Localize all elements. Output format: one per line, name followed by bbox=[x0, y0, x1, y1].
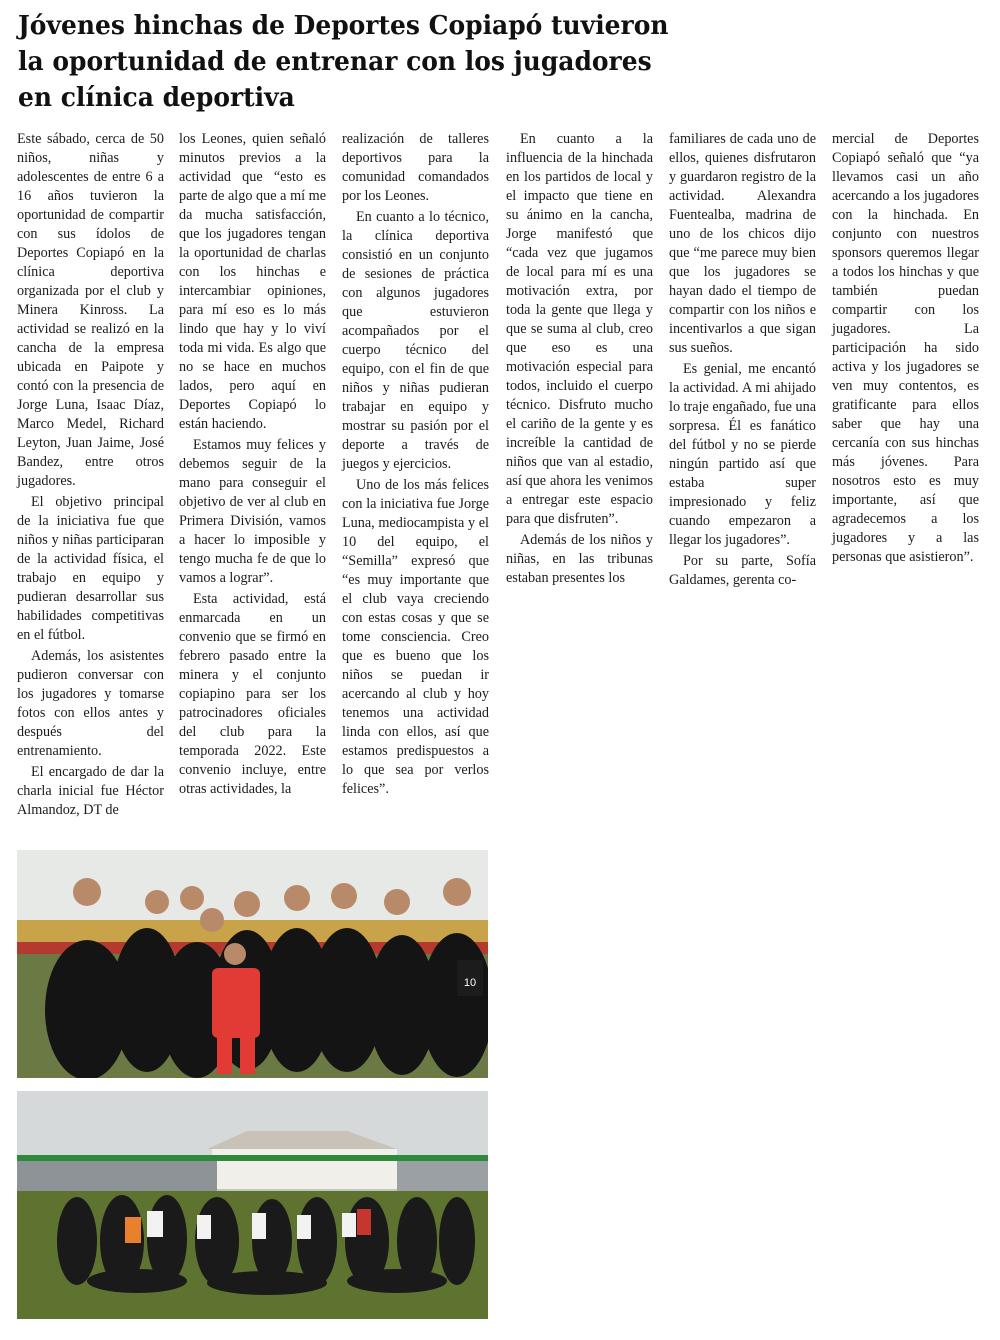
paragraph: Esta actividad, está enmarcada en un convenio que se firmó en febrero pasado entre la minera y el conjunto copiapino para ser los patrocinadores oficiales del club para la temporada 2022. Este convenio incluye, entre otras actividades, la bbox=[179, 591, 326, 797]
paragraph: Uno de los más felices con la iniciativa fue Jorge Luna, mediocampista y el 10 del equipo, el “Semilla” expresó que “es muy importante que el club vaya creciendo con estas cosas y que se tome consciencia. Creo que es bueno que los niños se puedan ir acercando al club y hoy tenemos una actividad linda con ellos, así que estamos predispuestos a lo que sea por verlos felices”. bbox=[342, 477, 489, 797]
article-column-3 bbox=[342, 130, 489, 799]
paragraph: El encargado de dar la charla inicial fue Héctor Almandoz, DT de bbox=[17, 764, 164, 818]
paragraph: En cuanto a lo técnico, la clínica deportiva consistió en un conjunto de sesiones de práctica con algunos jugadores que estuvieron acompañados por el cuerpo técnico del equipo, con el fin de que niños y niñas pudieran trabajar en equipo y mostrar su pasión por el deporte a través de juegos y ejercicios. bbox=[342, 209, 489, 472]
article-column-1 bbox=[17, 130, 164, 820]
photo-players-illustration bbox=[17, 850, 488, 1078]
paragraph: Es genial, me encantó la actividad. A mi ahijado lo traje engañado, fue una sorpresa. Él es fanático del fútbol y no se pierde ningún partido así que estaba super impresionado y feliz cuando empezaron a llegar los jugadores”. bbox=[669, 361, 816, 548]
article-column-5 bbox=[669, 130, 816, 590]
paragraph: Estamos muy felices y debemos seguir de la mano para conseguir el objetivo de ver al club en Primera División, vamos a hacer lo imposible y tengo mucha fe de que lo vamos a lograr”. bbox=[179, 437, 326, 586]
paragraph: El objetivo principal de la iniciativa fue que niños y niñas participaran de la actividad física, el trabajo en equipo y pudieran desarrollar sus habilidades competitivas en el fútbol. bbox=[17, 494, 164, 643]
paragraph: Además de los niños y niñas, en las tribunas estaban presentes los bbox=[506, 532, 653, 586]
paragraph: familiares de cada uno de ellos, quienes disfrutaron y guardaron registro de la actividad. Alexandra Fuentealba, madrina de uno de los chicos dijo que “me parece muy bien que los jugadores se hayan dado el tiempo de compartir con los niños e incentivarlos a que sigan sus sueños. bbox=[669, 131, 816, 356]
paragraph: En cuanto a la influencia de la hinchada en los partidos de local y el impacto que tiene en su ánimo en la cancha, Jorge manifestó que “cada vez que jugamos de local para mí es una motivación extra, por toda la gente que llega y que se suma al club, creo que eso es una motivación especial para todos, incluido el cuerpo técnico. Disfruto mucho el cariño de la gente y es increíble la cantidad de niños que van al estadio, así que ahora les venimos a entregar este espacio para que disfruten”. bbox=[506, 131, 653, 527]
photo-group-illustration bbox=[17, 1091, 488, 1319]
photo-players-with-child bbox=[17, 850, 488, 1078]
paragraph: Además, los asistentes pudieron conversar con los jugadores y tomarse fotos con ellos antes y después del entrenamiento. bbox=[17, 648, 164, 759]
photo-group-on-field bbox=[17, 1091, 488, 1319]
paragraph: los Leones, quien señaló minutos previos a la actividad que “esto es parte de algo que a mí me da mucha satisfacción, que los jugadores tengan la oportunidad de charlas con los hinchas e intercambiar opiniones, para mí eso es lo más lindo que hay y lo viví toda mi vida. Es algo que no se hace en muchos lados, pero aquí en Deportes Copiapó lo están haciendo. bbox=[179, 131, 326, 432]
article-column-4 bbox=[506, 130, 653, 588]
paragraph: realización de talleres deportivos para la comunidad comandados por los Leones. bbox=[342, 131, 489, 204]
paragraph: Por su parte, Sofía Galdames, gerenta co- bbox=[669, 553, 816, 588]
article-column-2 bbox=[179, 130, 326, 799]
paragraph: mercial de Deportes Copiapó señaló que “ya llevamos casi un año acercando a los jugadores con la hinchada. En conjunto con nuestros sponsors queremos llegar a todos los hinchas y que también puedan compartir con los jugadores. La participación ha sido activa y los jugadores se ven muy contentos, es gratificante para ellos saber que hay una cercanía con sus hinchas más jóvenes. Para nosotros esto es muy importante, así que agradecemos a los jugadores y a las personas que asistieron”. bbox=[832, 131, 979, 565]
article-headline: Jóvenes hinchas de Deportes Copiapó tuvieron la oportunidad de entrenar con los jugadores en clínica deportiva bbox=[18, 11, 669, 113]
article-column-6 bbox=[832, 130, 979, 567]
paragraph: Este sábado, cerca de 50 niños, niñas y adolescentes de entre 6 a 16 años tuvieron la oportunidad de compartir con sus ídolos de Deportes Copiapó en la clínica deportiva organizada por el club y Minera Kinross. La actividad se realizó en la cancha de la empresa ubicada en Paipote y contó con la presencia de Jorge Luna, Isaac Díaz, Marco Medel, Richard Leyton, Juan Jaime, José Bandez, entre otros jugadores. bbox=[17, 131, 164, 489]
jersey-number: 10 bbox=[463, 977, 477, 989]
